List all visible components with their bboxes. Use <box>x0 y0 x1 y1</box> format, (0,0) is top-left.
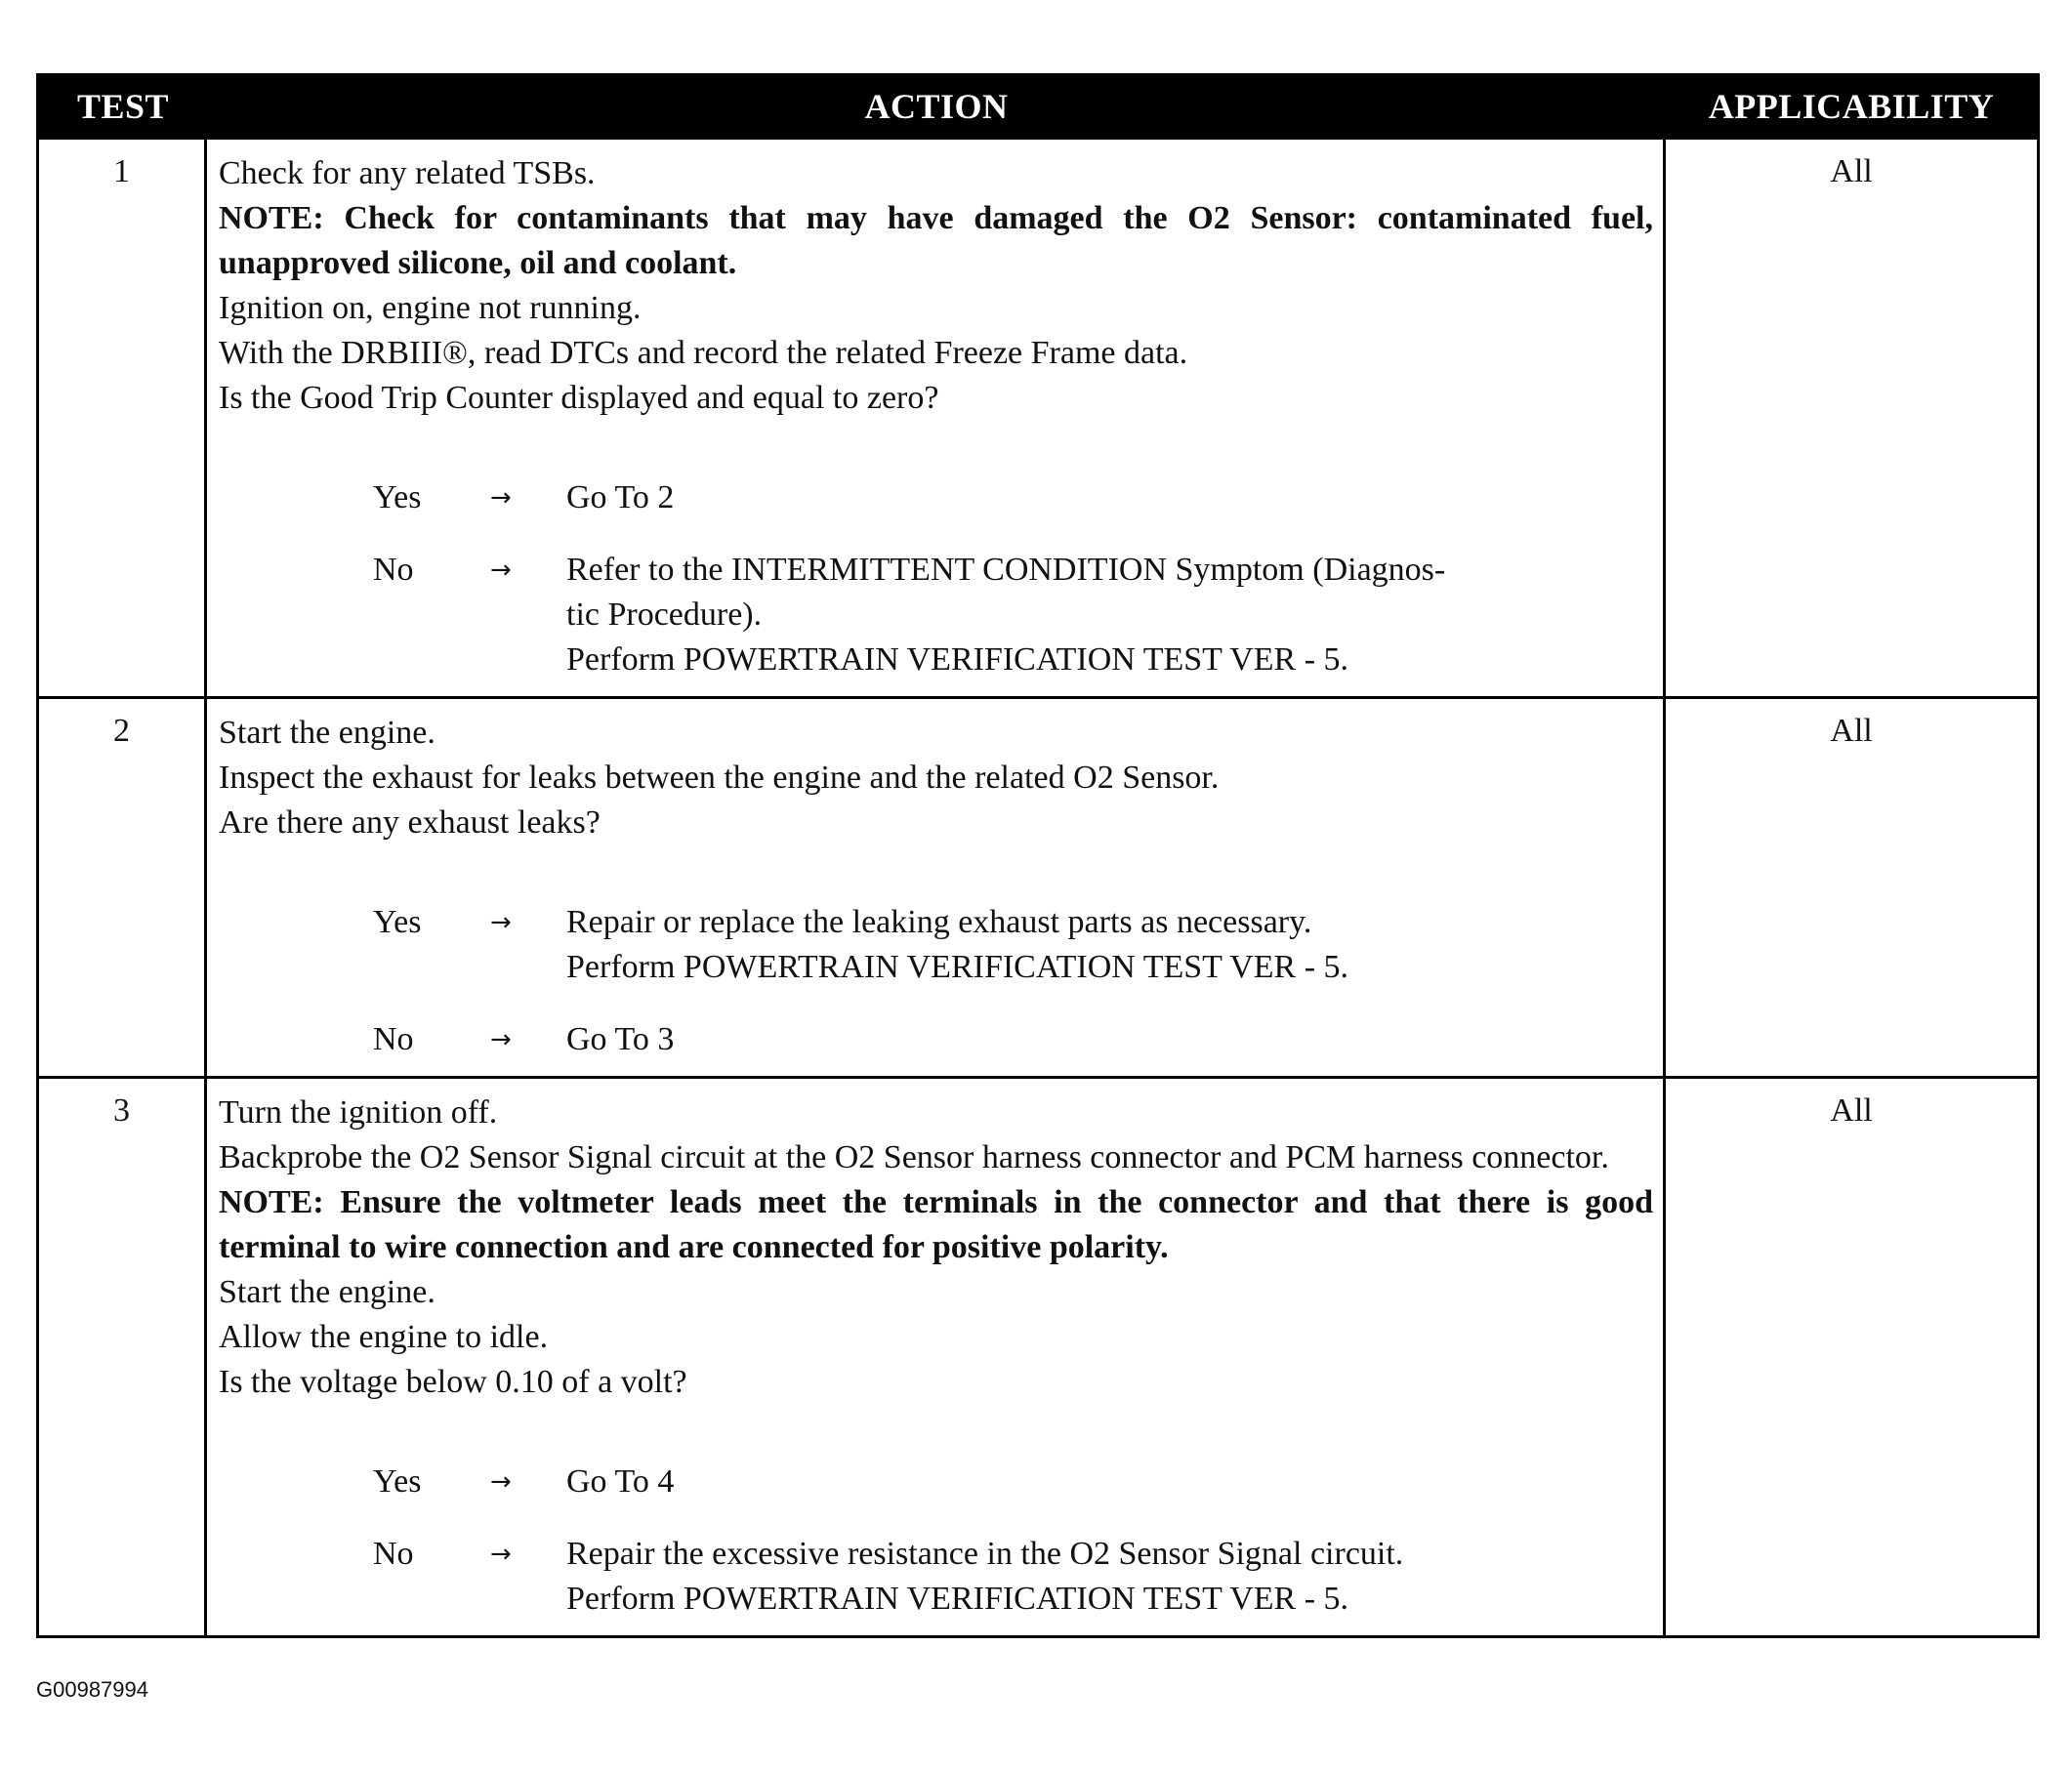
no-label: No <box>373 552 414 588</box>
yes-label: Yes <box>373 479 422 515</box>
no-result-line: Perform POWERTRAIN VERIFICATION TEST VER - 5. <box>566 1581 1349 1617</box>
yes-result <box>566 900 1653 990</box>
applicability-cell: All <box>1830 153 1873 189</box>
no-label: No <box>373 1021 414 1057</box>
action-note: NOTE: Check for contaminants that may have damaged the O2 Sensor: contaminated fuel, unapproved silicone, oil and coolant. <box>219 200 1653 281</box>
action-cell <box>207 140 1666 696</box>
yes-branch <box>219 900 1653 990</box>
yes-result-line: Repair or replace the leaking exhaust parts as necessary. <box>566 904 1312 940</box>
action-line: Start the engine. <box>219 715 435 751</box>
yes-result-line: Go To 4 <box>566 1463 675 1500</box>
header-applicability: APPLICABILITY <box>1708 87 1995 126</box>
action-line: Are there any exhaust leaks? <box>219 804 601 841</box>
applicability-cell: All <box>1830 713 1873 749</box>
action-line: Is the Good Trip Counter displayed and equal to zero? <box>219 380 939 416</box>
yes-branch <box>219 1460 1653 1504</box>
action-line: Ignition on, engine not running. <box>219 290 642 326</box>
arrow-right-icon: → <box>490 1540 512 1569</box>
no-result <box>566 548 1653 682</box>
yes-label: Yes <box>373 904 422 940</box>
action-cell <box>207 699 1666 1076</box>
yes-branch <box>219 475 1653 520</box>
no-branch <box>219 1017 1653 1062</box>
yes-result-line: Perform POWERTRAIN VERIFICATION TEST VER - 5. <box>566 949 1349 985</box>
header-action: ACTION <box>864 87 1009 126</box>
yes-label: Yes <box>373 1463 422 1500</box>
arrow-right-icon: → <box>490 556 512 585</box>
test-number: 3 <box>39 1079 207 1635</box>
header-test: TEST <box>76 87 170 126</box>
action-note: NOTE: Ensure the voltmeter leads meet the terminals in the connector and that there is good terminal to wire connection and are connected for positive polarity. <box>219 1184 1653 1265</box>
action-line: With the DRBIII®, read DTCs and record the related Freeze Frame data. <box>219 335 1188 371</box>
test-row <box>39 696 2037 1076</box>
action-line: Turn the ignition off. <box>219 1094 498 1131</box>
test-row <box>39 137 2037 696</box>
no-branch <box>219 1532 1653 1622</box>
figure-code: G00987994 <box>36 1677 148 1702</box>
arrow-right-icon: → <box>490 1025 512 1054</box>
no-result-line: tic Procedure). <box>566 597 763 633</box>
no-label: No <box>373 1536 414 1572</box>
no-branch <box>219 548 1653 682</box>
test-row <box>39 1076 2037 1635</box>
yes-result <box>566 475 1653 520</box>
table-header <box>39 76 2037 137</box>
action-line: Check for any related TSBs. <box>219 155 596 191</box>
action-line: Inspect the exhaust for leaks between the engine and the related O2 Sensor. <box>219 760 1220 796</box>
yes-result <box>566 1460 1653 1504</box>
arrow-right-icon: → <box>490 908 512 937</box>
arrow-right-icon: → <box>490 483 512 513</box>
arrow-right-icon: → <box>490 1467 512 1497</box>
no-result <box>566 1532 1653 1622</box>
action-line: Is the voltage below 0.10 of a volt? <box>219 1364 687 1400</box>
action-line: Start the engine. <box>219 1274 435 1310</box>
yes-result-line: Go To 2 <box>566 479 675 515</box>
action-line: Allow the engine to idle. <box>219 1319 549 1355</box>
diagnostic-table <box>36 73 2040 1638</box>
action-cell <box>207 1079 1666 1635</box>
no-result-line: Refer to the INTERMITTENT CONDITION Symptom (Diagnos- <box>566 552 1446 588</box>
no-result <box>566 1017 1653 1062</box>
no-result-line: Repair the excessive resistance in the O2 Sensor Signal circuit. <box>566 1536 1404 1572</box>
no-result-line: Go To 3 <box>566 1021 675 1057</box>
test-number: 1 <box>39 140 207 696</box>
applicability-cell: All <box>1830 1092 1873 1129</box>
test-number: 2 <box>39 699 207 1076</box>
action-line: Backprobe the O2 Sensor Signal circuit at the O2 Sensor harness connector and PCM harness connector. <box>219 1139 1609 1175</box>
no-result-line: Perform POWERTRAIN VERIFICATION TEST VER - 5. <box>566 641 1349 678</box>
